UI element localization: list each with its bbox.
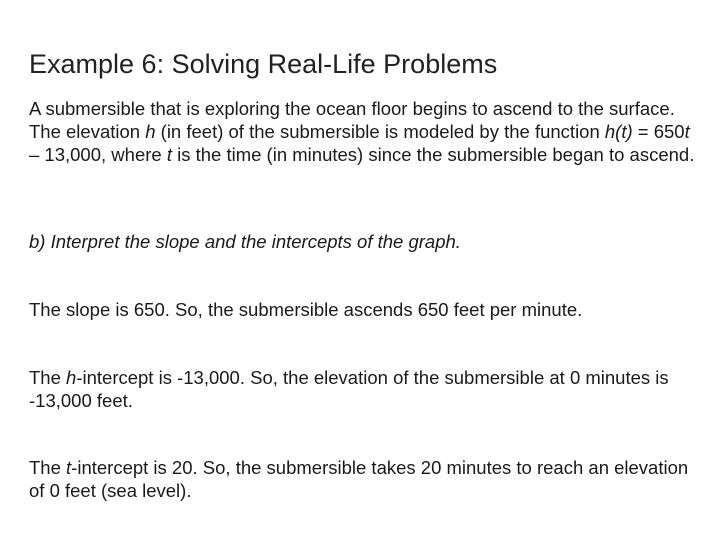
h-intercept-interpretation [29,366,699,412]
variable-h: h [145,121,156,142]
variable-t-second: t [166,144,172,165]
intro-text-4: – 13,000, where [29,144,167,165]
t-intercept-interpretation [29,456,699,502]
intro-text-2: (in feet) of the submersible is modeled by the function [155,121,605,142]
intro-text-5: is the time (in minutes) since the submersible began to ascend. [171,144,695,165]
h-intercept-variable: h [66,367,77,388]
slope-interpretation: The slope is 650. So, the submersible ascends 650 feet per minute. [29,299,583,320]
intro-text-3: = 650 [632,121,685,142]
variable-t: t [684,121,690,142]
function-name: h(t) [604,121,633,142]
question-b: b) Interpret the slope and the intercepts of the graph. [29,231,461,252]
t-intercept-text-2: -intercept is 20. So, the submersible takes 20 minutes to reach an elevation of 0 feet (sea level). [29,457,689,501]
t-intercept-text-1: The [29,457,67,478]
intro-text-1: A submersible that is exploring the ocean floor begins to ascend to the surface. The elevation [29,98,675,142]
h-intercept-text-1: The [29,367,67,388]
problem-statement [29,97,699,166]
h-intercept-text-2: -intercept is -13,000. So, the elevation of the submersible at 0 minutes is -13,000 feet. [29,367,669,411]
t-intercept-variable: t [66,457,72,478]
slide-title: Example 6: Solving Real-Life Problems [29,49,498,79]
